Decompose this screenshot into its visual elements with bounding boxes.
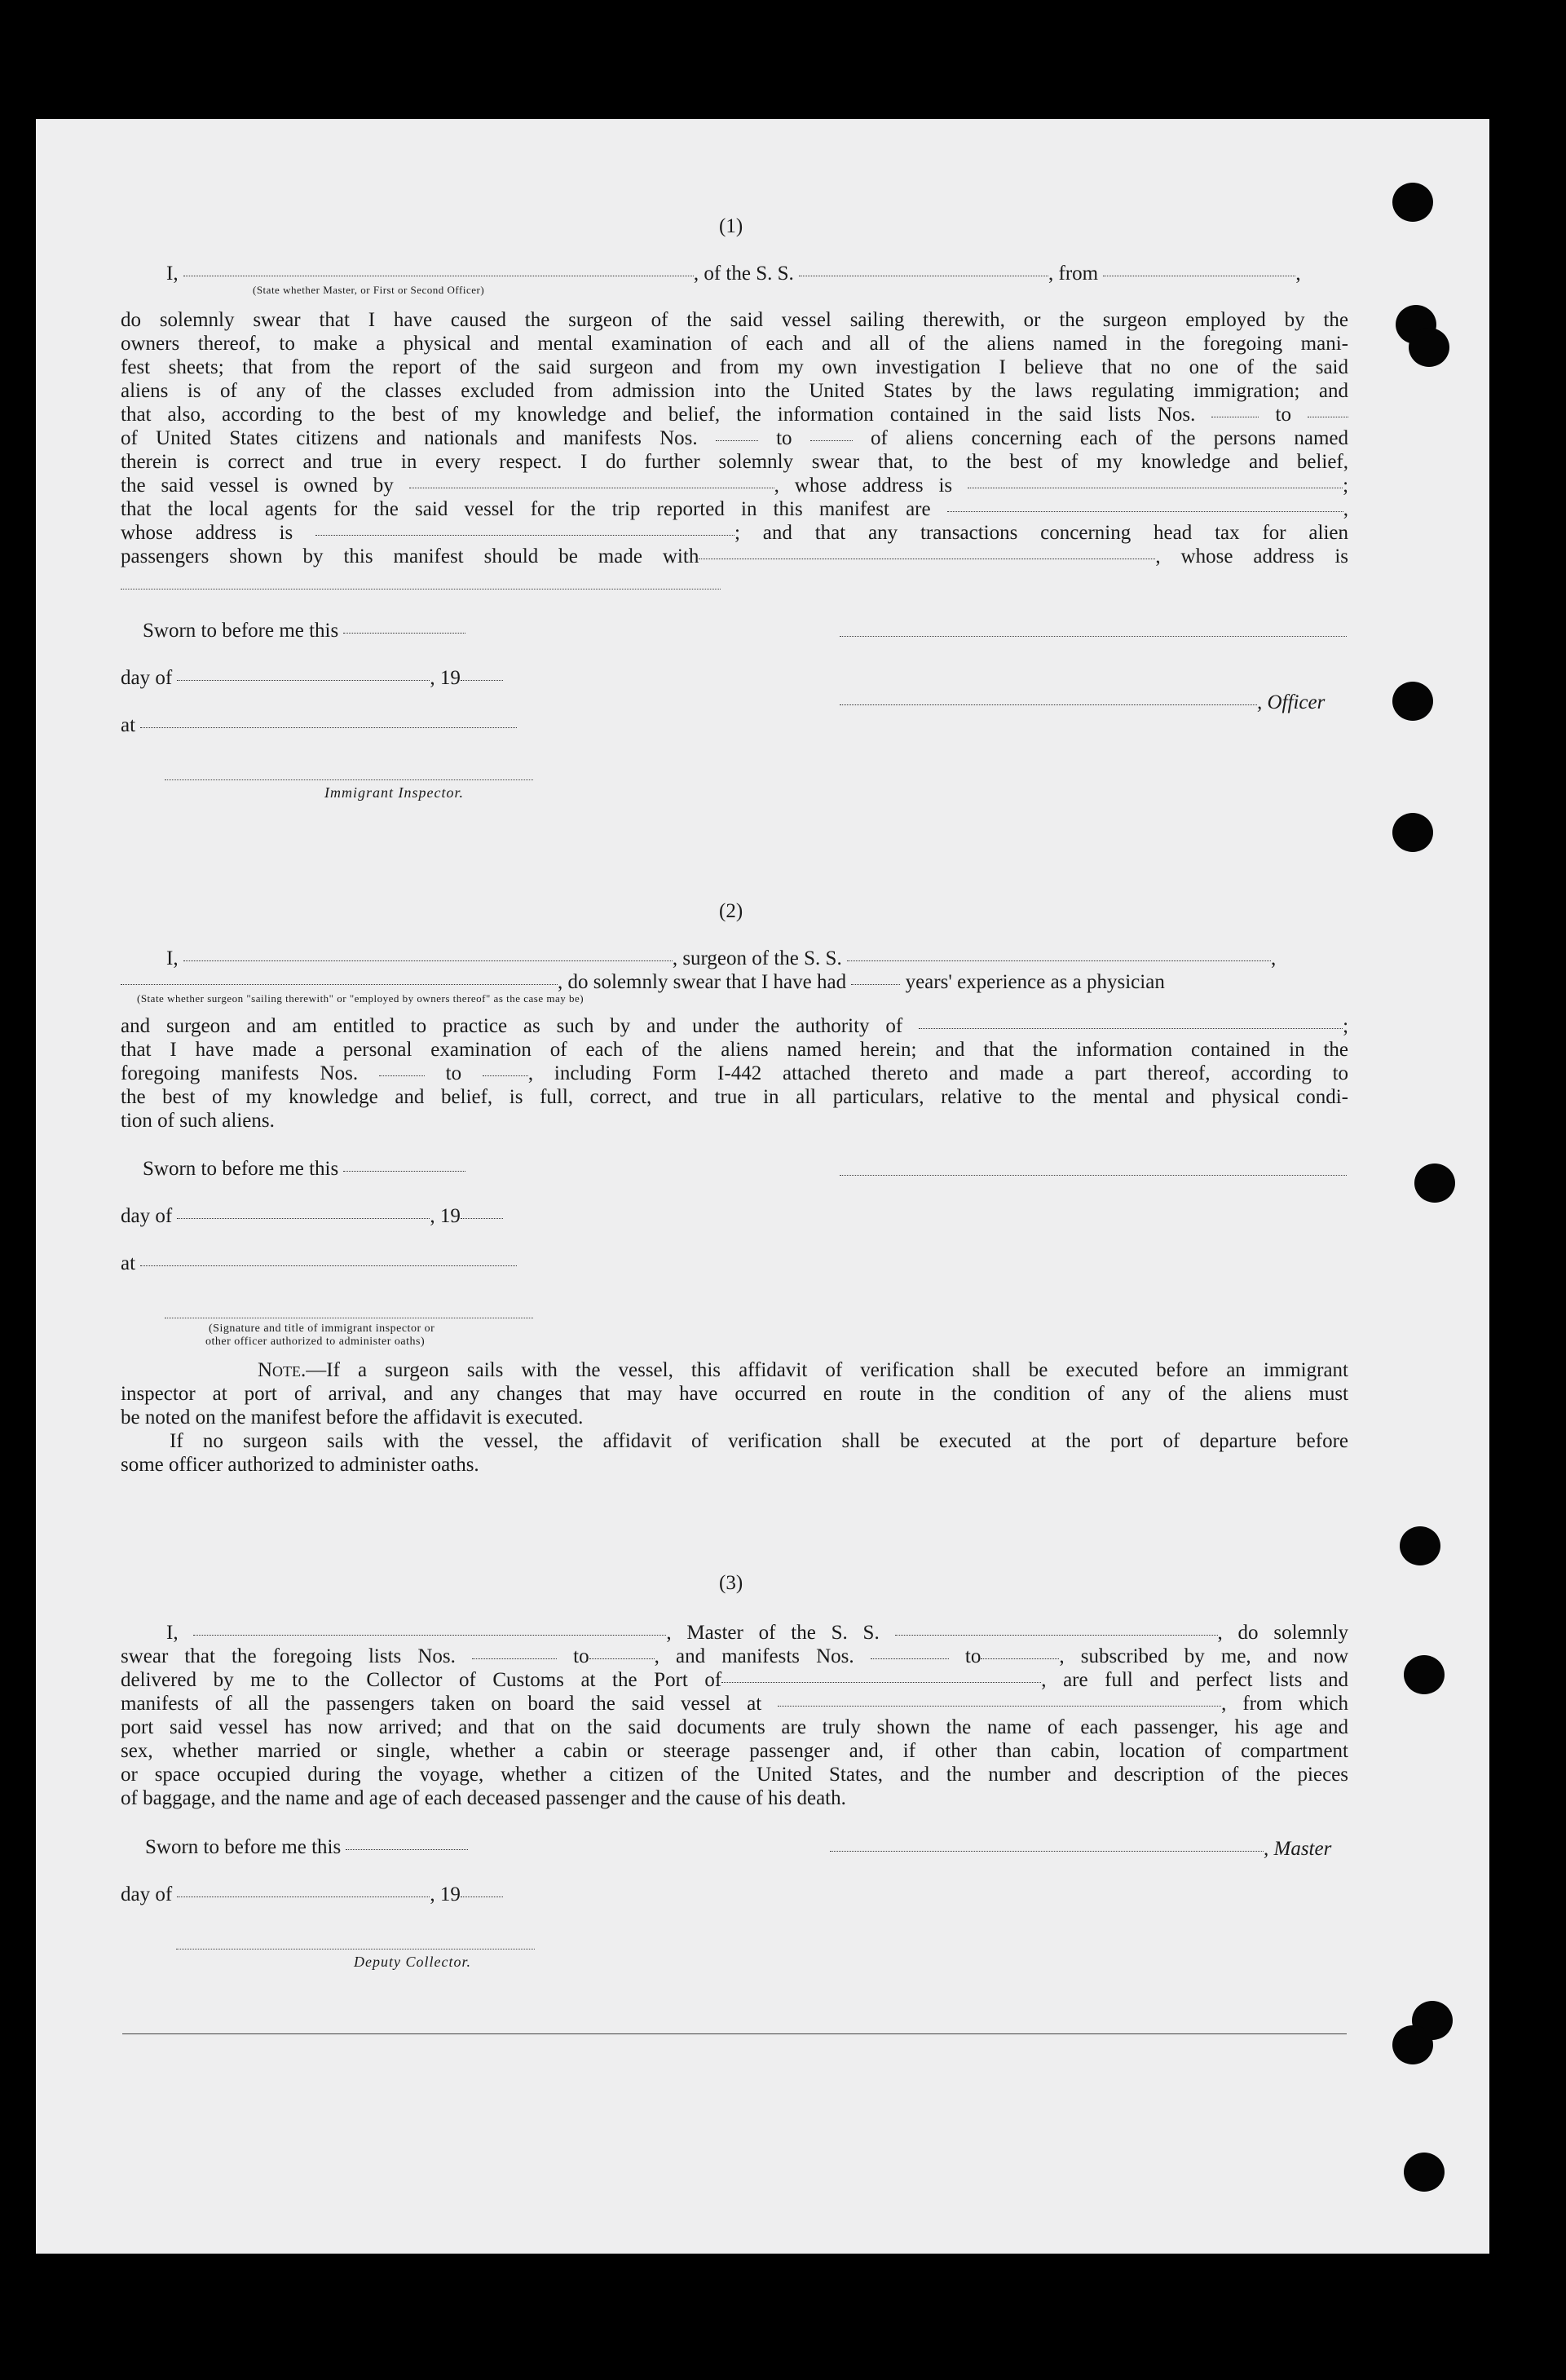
punch-hole [1409, 328, 1449, 367]
punch-hole [1392, 2025, 1433, 2064]
punch-hole [1404, 1655, 1445, 1694]
head-tax-party-blank[interactable] [699, 558, 1155, 559]
collector-caption: Deputy Collector. [354, 1954, 471, 1970]
inspector-signature-line[interactable] [165, 779, 533, 780]
signature-caption: (Signature and title of immigrant inspector or [209, 1322, 435, 1335]
punch-hole [1400, 1526, 1440, 1565]
master-name-blank[interactable] [193, 1634, 666, 1636]
master-vessel-blank[interactable] [895, 1634, 1218, 1636]
master-signature-line[interactable] [830, 1850, 1264, 1852]
rank-hint: (State whether Master, or First or Second Officer) [253, 284, 485, 296]
note-paragraph: Note.—If a surgeon sails with the vessel, this affidavit of verification shall be executed before an immigrant inspector at port of arrival, and any changes that may have occurred en route in the condition of any of the aliens must be noted on the manifest before the affidavit is executed. [121, 1359, 1348, 1428]
lists-to-blank[interactable] [589, 1658, 655, 1659]
year-blank[interactable] [461, 679, 503, 681]
sec1-line1: I, , of the S. S. , from , [166, 263, 1301, 285]
lists-from-blank[interactable] [472, 1658, 557, 1659]
officer-rank-blank[interactable] [183, 275, 694, 276]
years-experience-blank[interactable] [851, 983, 900, 985]
lists-to-blank[interactable] [1308, 416, 1348, 417]
surgeon-manifests-to-blank[interactable] [483, 1075, 528, 1076]
bottom-rule [122, 2033, 1347, 2034]
local-agents-blank[interactable] [947, 510, 1343, 512]
section-number: (1) [719, 215, 743, 237]
owner-blank[interactable] [409, 487, 774, 488]
month-blank[interactable] [177, 1217, 430, 1219]
punch-hole [1392, 813, 1433, 852]
year-blank[interactable] [461, 1217, 503, 1219]
sec1-at: at [121, 714, 517, 737]
section-number: (3) [719, 1572, 743, 1594]
surgeon-status-hint: (State whether surgeon "sailing therewith" or "employed by owners thereof" as the case may be) [137, 992, 584, 1005]
sec1-day: day of , 19 [121, 667, 503, 690]
officer-signature-line[interactable] [840, 704, 1257, 705]
surgeon-signature-line[interactable] [840, 1175, 1347, 1176]
declarant-signature-line[interactable] [840, 636, 1347, 637]
month-blank[interactable] [177, 679, 430, 681]
sec2-line2: , do solemnly swear that I have had years' experience as a physician [121, 971, 1165, 994]
signature-caption: other officer authorized to administer oaths) [205, 1336, 426, 1348]
inspector-caption: Immigrant Inspector. [324, 784, 464, 801]
punch-hole [1414, 1164, 1455, 1203]
manifests-to-blank[interactable] [810, 439, 853, 441]
master-signature: , Master [830, 1838, 1331, 1861]
sec2-at: at [121, 1252, 517, 1275]
place-blank[interactable] [140, 1265, 517, 1266]
surgeon-name-blank[interactable] [183, 960, 673, 961]
surgeon-vessel-blank[interactable] [847, 960, 1271, 961]
surgeon-manifests-from-blank[interactable] [379, 1075, 425, 1076]
sworn-day-blank[interactable] [343, 632, 465, 634]
owner-address-blank[interactable] [968, 487, 1343, 488]
punch-hole [1392, 183, 1433, 222]
sec2-day: day of , 19 [121, 1205, 503, 1228]
punch-hole [1404, 2153, 1445, 2192]
sec1-sworn: Sworn to before me this [143, 620, 465, 642]
sec3-paragraph: I, , Master of the S. S. , do solemnly swear that the foregoing lists Nos. to , and manifests Nos. to , subscribed by me, and now delivered by me to the Collector of Customs at the Port of , are full and perfect lists and manifests of all the passengers taken on board the said vessel at , from which port said vessel has now arrived; and that on the said documents are truly shown the name of each passenger, his age and sex, whether married or single, whether a cabin or steerage passenger and, if other than cabin, location of compartment or space occupied during the voyage, whether a citizen of the United States, and the number and description of the pieces of baggage, and the name and age of each deceased passenger and the cause of his death. [121, 1622, 1349, 1809]
sec3-day: day of , 19 [121, 1883, 503, 1906]
sec2-paragraph: and surgeon and am entitled to practice as such by and under the authority of ; that I have made a personal examination of each of the aliens named herein; and that the information contained in the foregoing manifests Nos. to , including Form I-442 attached thereto and made a part thereof, according to the best of my knowledge and belief, is full, correct, and true in all particulars, relative to the mental and physical condi- tion of such aliens. [121, 1015, 1349, 1132]
sworn-day-blank[interactable] [343, 1170, 465, 1172]
officer-signature: , Officer [840, 691, 1325, 714]
note2-paragraph: If no surgeon sails with the vessel, the affidavit of verification shall be executed at the port of departure before some officer authorized to administer oaths. [121, 1430, 1348, 1476]
lists-from-blank[interactable] [1211, 416, 1259, 417]
manifests-to-blank[interactable] [981, 1658, 1059, 1659]
from-port-blank[interactable] [1103, 275, 1295, 276]
sworn-day-blank[interactable] [346, 1848, 468, 1850]
authority-blank[interactable] [919, 1027, 1343, 1029]
sec2-sworn: Sworn to before me this [143, 1158, 465, 1181]
sec3-sworn: Sworn to before me this [145, 1836, 468, 1859]
punch-hole [1392, 682, 1433, 721]
month-blank[interactable] [177, 1896, 430, 1897]
year-blank[interactable] [461, 1896, 503, 1897]
boarding-port-blank[interactable] [778, 1705, 1221, 1707]
manifests-from-blank[interactable] [716, 439, 758, 441]
surgeon-status-blank[interactable] [121, 983, 558, 985]
sec2-line1: I, , surgeon of the S. S. , [166, 947, 1277, 969]
port-blank[interactable] [721, 1681, 1041, 1683]
manifests-from-blank[interactable] [871, 1658, 949, 1659]
sec1-paragraph: do solemnly swear that I have caused the surgeon of the said vessel sailing therewith, or the surgeon employed by the owners thereof, to make a physical and mental examination of each and all of the aliens named in the foregoing mani- fest sheets; that from the report of the said surgeon and from my own investigation I believe that no one of the said aliens is of any of the classes excluded from admission into the United States by the laws regulating immigration; and that also, according to the best of my knowledge and belief, the information contained in the said lists Nos. to of United States citizens and nationals and manifests Nos. to of aliens concerning each of the persons named therein is correct and true in every respect. I do further solemnly swear that, to the best of my knowledge and belief, the said vessel is owned by , whose address is ; that the local agents for the said vessel for the trip reported in this manifest are , whose address is ; and that any transactions concerning head tax for alien passengers shown by this manifest should be made with , whose address is [121, 309, 1349, 567]
vessel-name-blank[interactable] [799, 275, 1048, 276]
place-blank[interactable] [140, 726, 517, 728]
agents-address-blank[interactable] [315, 534, 734, 536]
section-number: (2) [719, 900, 743, 922]
